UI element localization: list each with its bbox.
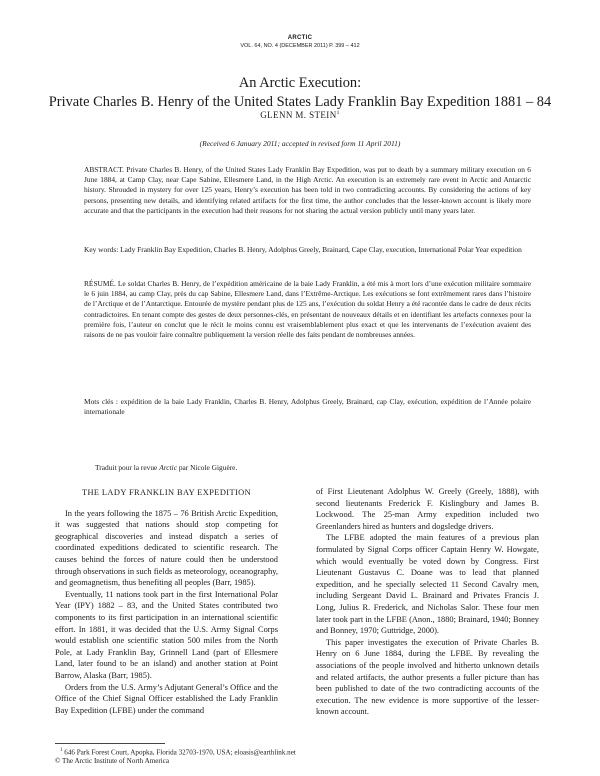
received-dates: (Received 6 January 2011; accepted in revised form 11 April 2011) xyxy=(199,139,401,148)
footnote-address-text: 646 Park Forest Court, Apopka, Florida 32703-1970, USA; eloasis@earthlink.net xyxy=(64,748,296,757)
body-paragraph: of First Lieutenant Adolphus W. Greely (Greely, 1888), with second lieutenants Frederick F. Kislingbury and James B. Lockwood. The 25-man Army expedition included two Greenlanders hired as hunters and dogsledge drivers. xyxy=(316,487,539,531)
translator-journal: Arctic xyxy=(159,463,177,472)
author-line xyxy=(0,110,600,120)
footnote-mark: 1 xyxy=(60,748,63,753)
author-name: GLENN M. STEIN xyxy=(260,110,337,120)
body-column-right xyxy=(316,486,539,718)
translator-prefix: Traduit pour la revue xyxy=(95,463,160,472)
article-title xyxy=(30,74,570,112)
title-line-2: Private Charles B. Henry of the United States Lady Franklin Bay Expedition 1881 – 84 xyxy=(48,94,552,110)
section-heading: THE LADY FRANKLIN BAY EXPEDITION xyxy=(81,488,252,497)
body-paragraph: In the years following the 1875 – 76 British Arctic Expedition, it was suggested that nations should stop competing for geographical discoveries and instead dispatch a series of coordinated expeditions dedicated to scientific research. The causes behind the forces of nature could then be understood through observations in such fields as meteorology, oceanography, and geomagnetism, thus benefiting all peoples (Barr, 1985). xyxy=(55,508,278,588)
title-line-1: An Arctic Execution: xyxy=(238,75,362,91)
translator-credit xyxy=(95,463,237,472)
journal-name: ARCTIC xyxy=(287,35,313,41)
body-paragraph: This paper investigates the execution of Private Charles B. Henry on 6 June 1884, during the LFBE. By revealing the associations of the people involved and hitherto unknown details and related artifacts, the author presents a fuller picture than has been published to date of the two contradicting accounts of the execution. The new evidence is more supportive of the lesser-known account. xyxy=(316,637,539,717)
body-paragraph: Orders from the U.S. Army’s Adjutant General’s Office and the Office of the Chief Signal Officer established the Lady Franklin Bay Expedition (LFBE) under the command xyxy=(55,682,278,715)
footnote-rule xyxy=(55,743,165,744)
footnote-copyright: © The Arctic Institute of North America xyxy=(55,757,169,765)
abstract-english: ABSTRACT. Private Charles B. Henry, of the United States Lady Franklin Bay Expedition, was put to death by a summary military execution on 6 June 1884, at Camp Clay, near Cape Sabine, Ellesmere Land, in the High Arctic. An execution is an extremely rare event in Arctic and Antarctic history. Shrouded in mystery for over 125 years, Henry’s execution has been told in two contradicting accounts. By considering the actions of key persons, presenting new details, and identifying related artifacts for the first time, the author concludes that the lesser-known account is likely more accurate and that the participants in the execution had their reasons for not sharing the actual version publicly until many years later. xyxy=(84,165,531,215)
journal-header xyxy=(0,34,600,50)
journal-volume-line: VOL. 64, NO. 4 (DECEMBER 2011) P. 399 – 412 xyxy=(240,43,360,49)
body-column-left xyxy=(55,487,278,716)
keywords-english: Key words: Lady Franklin Bay Expedition, Charles B. Henry, Adolphus Greely, Brainard, Cape Clay, execution, International Polar Year expedition xyxy=(84,245,522,254)
keywords-french: Mots clés : expédition de la baie Lady Franklin, Charles B. Henry, Adolphus Greely, Brainard, cap Clay, exécution, expédition de l’Année polaire internationale xyxy=(84,397,531,417)
body-paragraph: Eventually, 11 nations took part in the first International Polar Year (IPY) 1882 – 83, and the United States contributed two components to its first participation in an international scientific effort. In 1881, it was decided that the U.S. Army Signal Corps would establish one scientific station 500 miles from the North Pole, at Lady Franklin Bay, Grinnell Land (part of Ellesmere Land, later found to be an island) and another station at Point Barrow, Alaska (Barr, 1985). xyxy=(55,589,278,680)
translator-suffix: par Nicole Giguère. xyxy=(176,463,238,472)
author-note-mark: 1 xyxy=(336,110,340,116)
body-paragraph: The LFBE adopted the main features of a previous plan formulated by Signal Corps officer Captain Henry W. Howgate, which would eventually be voted down by Congress. First Lieutenant Gustavus C. Doane was to lead that planned expedition, and he specially selected 11 Second Cavalry men, including Sergeant David L. Brainard and Privates Francis J. Long, Julius R. Frederick, and Nicholas Salor. These four men later took part in the LFBE (Anon., 1880; Brainard, 1940; Bonney and Bonney, 1970; Guttridge, 2000). xyxy=(316,533,539,636)
abstract-french: RÉSUMÉ. Le soldat Charles B. Henry, de l’expédition américaine de la baie Lady Franklin, a été mis à mort lors d’une exécution militaire sommaire le 6 juin 1884, au camp Clay, près du cap Sabine, Ellesmere Land, dans l’Extrême-Arctique. Les exécutions se font extrêmement rares dans l’histoire de l’Arctique et de l’Antarctique. Entourée de mystère pendant plus de 125 ans, l’exécution du soldat Henry a été racontée dans le cadre de deux récits contradictoires. En tenant compte des gestes de deux personnes-clés, en présentant de nouveaux détails et en identifiant les artefacts connexes pour la première fois, l’auteur en conclut que le récit le moins connu est vraisemblablement plus exact et que les intervenants de l’exécution avaient des raisons de ne pas vouloir faire connaître publiquement la version réelle des faits pendant de nombreuses années. xyxy=(84,279,531,340)
